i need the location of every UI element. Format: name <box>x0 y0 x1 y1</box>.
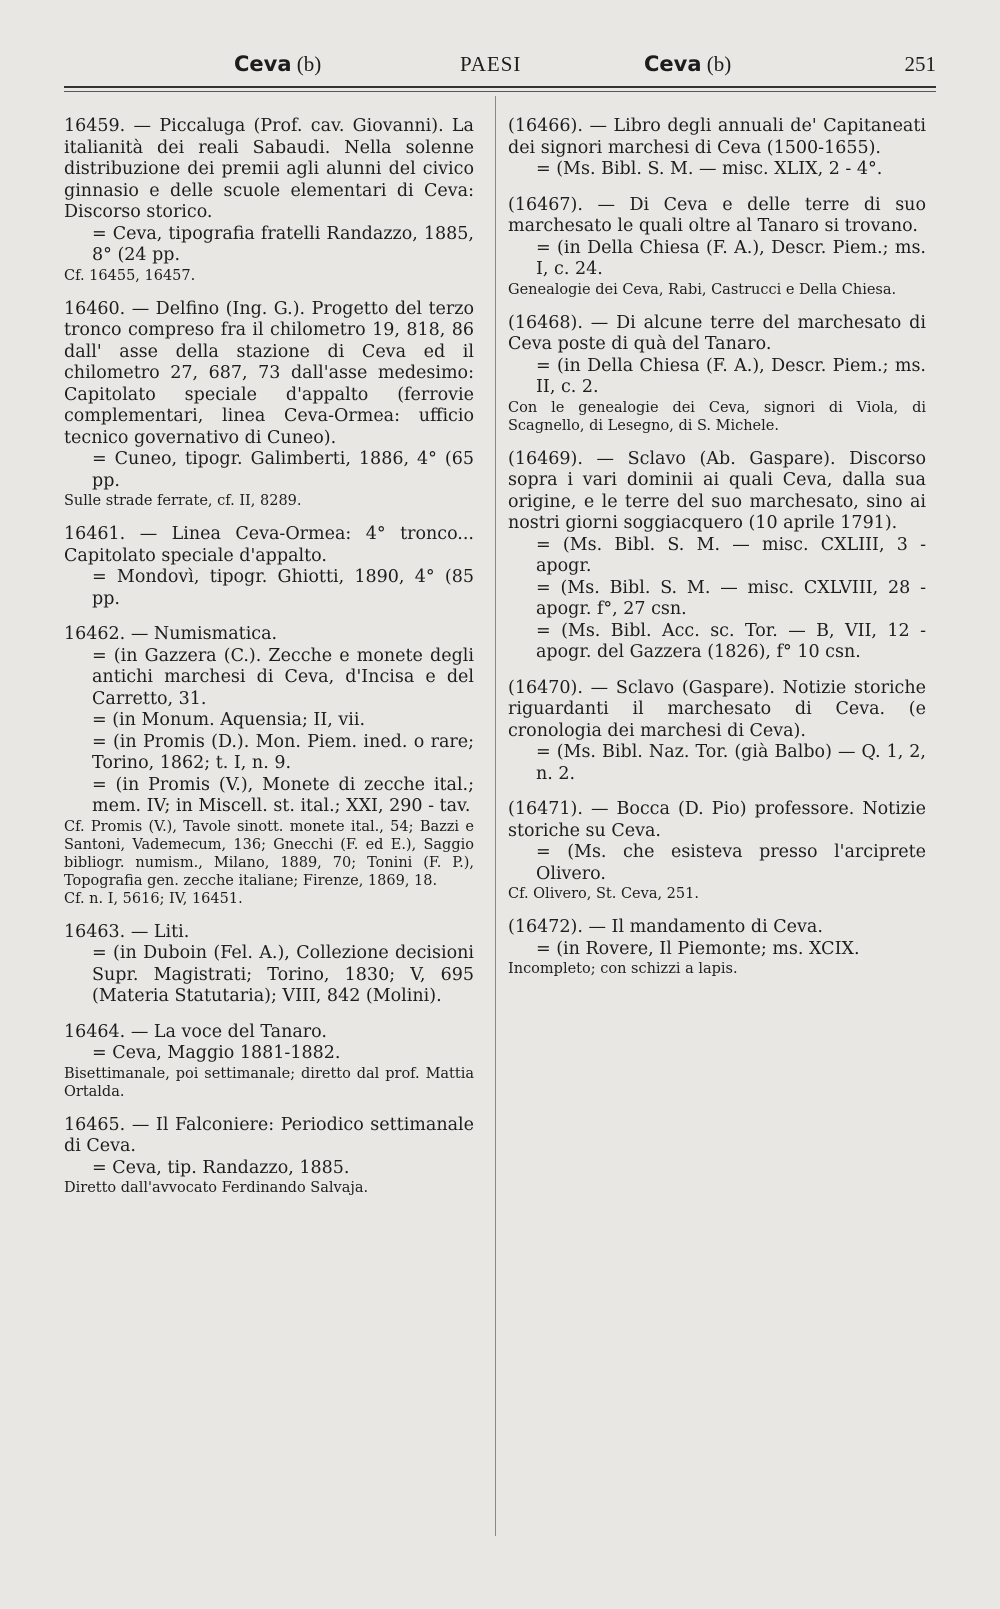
entry-text: — La voce del Tanaro. <box>130 1021 327 1042</box>
bibliography-entry <box>64 1115 474 1198</box>
entry-heading <box>508 195 926 238</box>
running-header <box>64 46 936 86</box>
entry-publication: = (in Promis (D.). Mon. Piem. ined. o rare; Torino, 1862; t. I, n. 9. <box>92 731 474 773</box>
entry-number: (16466). <box>508 116 583 136</box>
entry-publication: = (Ms. Bibl. S. M. — misc. XLIX, 2 - 4°. <box>536 159 883 179</box>
entry-note: Incompleto; con schizzi a lapis. <box>508 961 738 977</box>
bibliography-entry <box>64 1022 474 1101</box>
entry-publication: = (in Della Chiesa (F. A.), Descr. Piem.; ms. II, c. 2. <box>536 355 926 397</box>
bibliography-entry <box>64 624 474 908</box>
entry-note: Cf. n. I, 5616; IV, 16451. <box>64 890 243 907</box>
entry-heading <box>508 116 926 159</box>
entry-publication: = (in Promis (V.), Monete di zecche ital.; mem. IV; in Miscell. st. ital.; XXI, 290 - tav. <box>92 774 474 816</box>
entry-heading <box>508 917 926 939</box>
entry-publication: = (Ms. che esisteva presso l'arciprete Olivero. <box>536 842 926 884</box>
entry-publication: = (in Duboin (Fel. A.), Collezione decisioni Supr. Magistrati; Torino, 1830; V, 695 (Materia Statutaria); VIII, 842 (Molini). <box>92 943 474 1006</box>
entry-text: — Piccaluga (Prof. cav. Giovanni). La italianità dei reali Sabaudi. Nella solenne distribuzione dei premii agli alunni del civico ginnasio e delle scuole elementari di Ceva: Discorso storico. <box>64 116 474 222</box>
header-left: Ceva (b) <box>234 52 322 76</box>
entry-heading <box>64 922 474 944</box>
entry-heading <box>508 678 926 743</box>
entry-number: 16464. <box>64 1021 126 1042</box>
entry-publication: = Ceva, Maggio 1881-1882. <box>92 1043 341 1063</box>
header-rule <box>64 86 936 88</box>
bibliography-entry <box>508 195 926 299</box>
bibliography-entry <box>508 313 926 435</box>
entry-note: Cf. Promis (V.), Tavole sinott. monete ital., 54; Bazzi e Santoni, Vademecum, 136; Gnecchi (F. ed E.), Saggio bibliogr. numism., Milano, 1889, 70; Tonini (F. P.), Topografia gen. zecche italiane; Firenze, 1869, 18. <box>64 818 474 889</box>
entry-heading <box>64 1022 474 1044</box>
entry-text: — Sclavo (Gaspare). Notizie storiche riguardanti il marchesato di Ceva. (e cronologia dei marchesi di Ceva). <box>508 677 926 741</box>
entry-note: Bisettimanale, poi settimanale; diretto dal prof. Mattia Ortalda. <box>64 1065 474 1100</box>
entry-publication: = (in Della Chiesa (F. A.), Descr. Piem.; ms. I, c. 24. <box>536 237 926 279</box>
right-column <box>508 116 926 992</box>
entry-text: — Numismatica. <box>130 624 278 644</box>
header-right: Ceva (b) <box>644 52 732 76</box>
entry-number: 16460. <box>64 298 126 319</box>
entry-text: — Di Ceva e delle terre di suo marchesato le quali oltre al Tanaro si trovano. <box>508 194 926 236</box>
entry-number: 16459. <box>64 116 126 136</box>
entry-number: 16461. <box>64 524 126 544</box>
entry-note: Genealogie dei Ceva, Rabi, Castrucci e Della Chiesa. <box>508 281 897 298</box>
header-rule-thin <box>64 91 936 92</box>
entry-number: 16465. <box>64 1114 126 1135</box>
left-column <box>64 116 474 1211</box>
entry-note: Con le genealogie dei Ceva, signori di Viola, di Scagnello, di Lesegno, di S. Michele. <box>508 399 926 434</box>
entry-publication: = (Ms. Bibl. Naz. Tor. (già Balbo) — Q. 1, 2, n. 2. <box>536 742 926 784</box>
column-divider <box>495 96 496 1536</box>
entry-publication: = Ceva, tipografia fratelli Randazzo, 1885, 8° (24 pp. <box>92 223 474 265</box>
entry-heading <box>508 799 926 842</box>
entry-note: Cf. Olivero, St. Ceva, 251. <box>508 886 699 902</box>
entry-publication: = Ceva, tip. Randazzo, 1885. <box>92 1157 350 1178</box>
entry-text: — Bocca (D. Pio) professore. Notizie storiche su Ceva. <box>508 799 926 841</box>
entry-text: — Liti. <box>130 921 190 942</box>
entry-text: — Il Falconiere: Periodico settimanale di Ceva. <box>64 1114 474 1156</box>
bibliography-entry <box>508 799 926 903</box>
entry-note: Cf. 16455, 16457. <box>64 267 196 284</box>
bibliography-entry <box>64 116 474 285</box>
entry-heading <box>64 624 474 646</box>
bibliography-entry <box>64 922 474 1008</box>
entry-heading <box>508 313 926 356</box>
header-center: PAESI <box>460 52 522 76</box>
bibliography-entry <box>508 917 926 978</box>
entry-publication: = Cuneo, tipogr. Galimberti, 1886, 4° (65 pp. <box>92 449 474 491</box>
entry-publication: = (Ms. Bibl. S. M. — misc. CXLVIII, 28 - apogr. f°, 27 csn. <box>536 577 926 619</box>
entry-number: 16462. <box>64 624 126 644</box>
entry-text: — Il mandamento di Ceva. <box>588 917 823 937</box>
bibliography-entry <box>508 449 926 664</box>
entry-text: — Linea Ceva-Ormea: 4° tronco... Capitolato speciale d'appalto. <box>64 524 474 566</box>
entry-heading <box>508 449 926 535</box>
entry-text: — Sclavo (Ab. Gaspare). Discorso sopra i vari dominii ai quali Ceva, dalla sua origine, e le terre del suo marchesato, sino ai nostri giorni soggiacquero (10 aprile 1791). <box>508 448 926 533</box>
entry-publication: = (Ms. Bibl. Acc. sc. Tor. — B, VII, 12 - apogr. del Gazzera (1826), f° 10 csn. <box>536 620 926 662</box>
entry-heading <box>64 1115 474 1158</box>
entry-publication: = (in Gazzera (C.). Zecche e monete degli antichi marchesi di Ceva, d'Incisa e del Carretto, 31. <box>92 645 474 709</box>
bibliography-entry <box>64 299 474 511</box>
entry-note: Sulle strade ferrate, cf. II, 8289. <box>64 493 302 509</box>
entry-number: (16472). <box>508 917 583 937</box>
entry-number: (16468). <box>508 312 583 333</box>
entry-number: (16467). <box>508 194 583 215</box>
entry-note: Diretto dall'avvocato Ferdinando Salvaja. <box>64 1180 369 1196</box>
entry-publication: = (in Rovere, Il Piemonte; ms. XCIX. <box>536 938 860 959</box>
entry-number: (16471). <box>508 799 583 819</box>
page-number: 251 <box>904 52 936 76</box>
entry-publication: = (Ms. Bibl. S. M. — misc. CXLIII, 3 - apogr. <box>536 534 926 576</box>
entry-number: (16469). <box>508 448 583 469</box>
entry-text: — Delfino (Ing. G.). Progetto del terzo tronco compreso fra il chilometro 19, 818, 86 dall' asse della stazione di Ceva ed il chilometro 27, 687, 73 dall'asse medesimo: Capitolato speciale d'appalto (ferrovie complementari, linea Ceva-Ormea: ufficio tecnico governativo di Cuneo). <box>64 298 474 448</box>
entry-publication: = (in Monum. Aquensia; II, vii. <box>92 710 366 730</box>
bibliography-entry <box>508 678 926 786</box>
bibliography-entry <box>64 524 474 610</box>
entry-heading <box>64 299 474 450</box>
entry-number: 16463. <box>64 921 126 942</box>
entry-heading <box>64 116 474 224</box>
bibliography-entry <box>508 116 926 181</box>
entry-publication: = Mondovì, tipogr. Ghiotti, 1890, 4° (85 pp. <box>92 567 474 609</box>
entry-text: — Di alcune terre del marchesato di Ceva poste di quà del Tanaro. <box>508 312 926 354</box>
entry-heading <box>64 524 474 567</box>
entry-text: — Libro degli annuali de' Capitaneati dei signori marchesi di Ceva (1500-1655). <box>508 116 926 158</box>
entry-number: (16470). <box>508 677 583 698</box>
